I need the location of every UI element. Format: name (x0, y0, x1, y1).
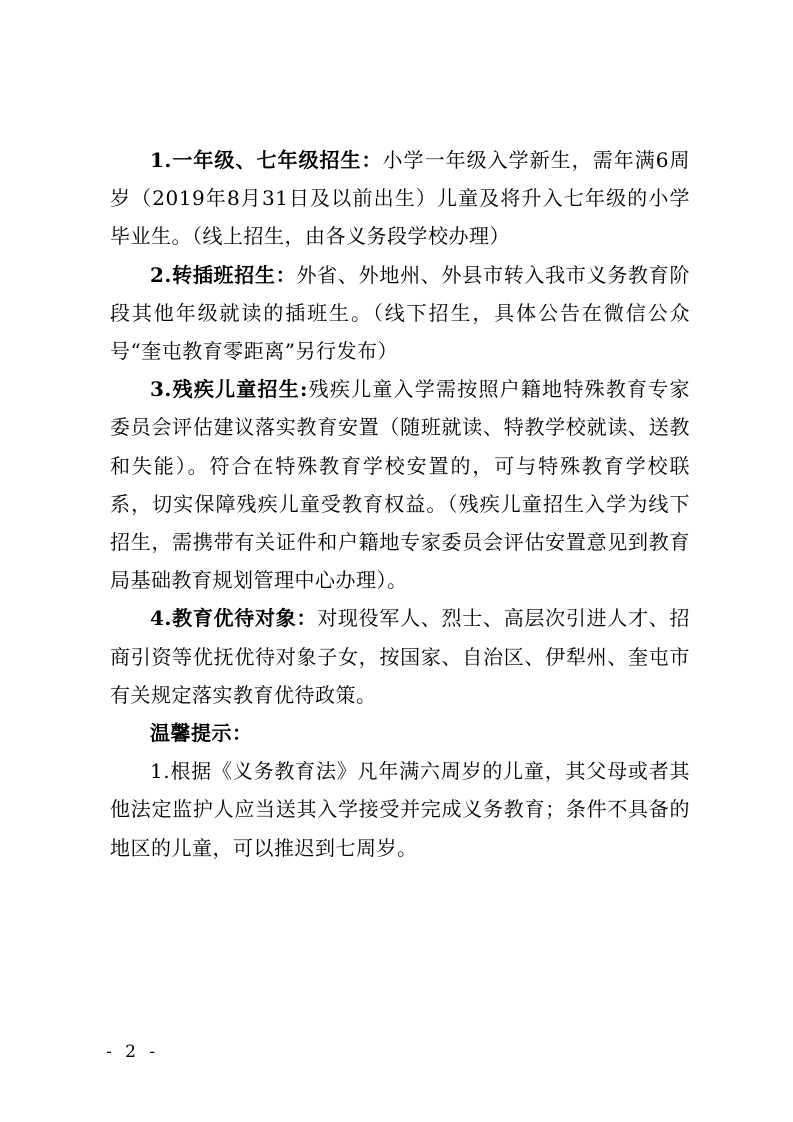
page-number: - 2 - (106, 1042, 160, 1062)
tips-heading: 温馨提示： (150, 721, 253, 746)
section-enrollment-grade1-grade7 (110, 141, 690, 256)
section-disabled-children (110, 370, 690, 599)
section-text: 残疾儿童入学需按照户籍地特殊教育专家委员会评估建议落实教育安置（随班就读、特教学校就读、送教和失能）。符合在特殊教育学校安置的，可与特殊教育学校联系，切实保障残疾儿童受教育权益。（残疾儿童招生入学为线下招生，需携带有关证件和户籍地专家委员会评估安置意见到教育局基础教育规划管理中心办理）。 (110, 377, 691, 593)
section-text: 对现役军人、烈士、高层次引进人才、招商引资等优抚优待对象子女，按国家、自治区、伊犁州、奎屯市有关规定落实教育优待政策。 (110, 606, 691, 707)
section-preferential-treatment (110, 599, 690, 714)
section-heading: 3.残疾儿童招生: (150, 377, 308, 402)
section-heading: 4.教育优待对象： (150, 606, 318, 631)
section-heading: 1.一年级、七年级招生： (150, 148, 383, 172)
section-text: 外省、外地州、外县市转入我市义务教育阶段其他年级就读的插班生。（线下招生，具体公告在微信公众号“奎屯教育零距离”另行发布） (110, 262, 690, 364)
section-transfer-enrollment (110, 256, 690, 371)
tips-item: 1.根据《义务教育法》凡年满六周岁的儿童，其父母或者其他法定监护人应当送其入学接受并完成义务教育；条件不具备的地区的儿童，可以推迟到七周岁。 (110, 759, 690, 860)
section-text: 小学一年级入学新生，需年满6周岁（2019年8月31日及以前出生）儿童及将升入七年级的小学毕业生。（线上招生，由各义务段学校办理） (110, 148, 690, 249)
document-body (110, 141, 690, 867)
section-heading: 2.转插班招生： (150, 262, 297, 287)
